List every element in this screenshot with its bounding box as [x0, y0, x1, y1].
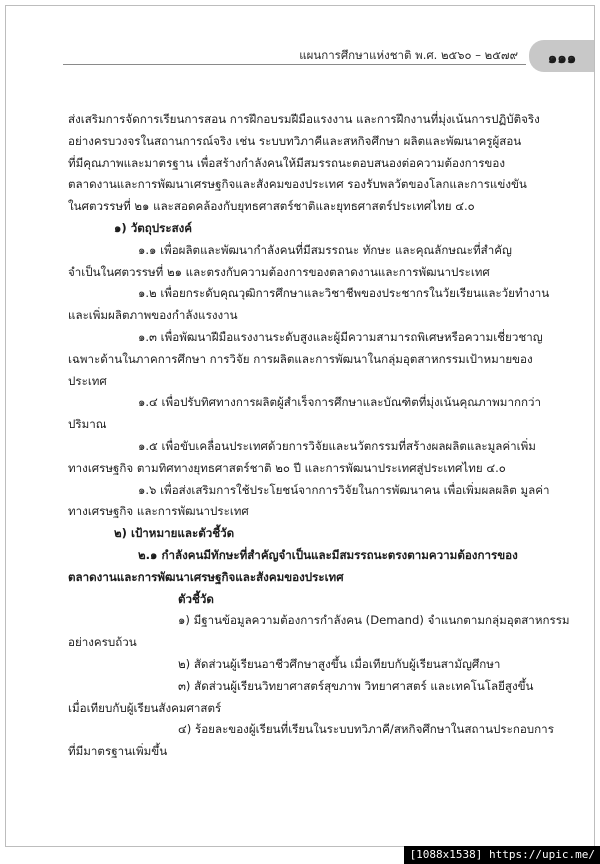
objective-line: ทางเศรษฐกิจ และการพัฒนาประเทศ — [68, 504, 249, 519]
section-heading-targets: ๒) เป้าหมายและตัวชี้วัด — [114, 526, 235, 541]
objective-line: ๑.๓ เพื่อพัฒนาฝีมือแรงงานระดับสูงและผู้มีความสามารถพิเศษหรือความเชี่ยวชาญ — [138, 329, 543, 344]
paragraph-line: อย่างครบวงจรในสถานการณ์จริง เช่น ระบบทวิภาคีและสหกิจศึกษา ผลิตและพัฒนาครูผู้สอน — [68, 133, 522, 148]
paragraph-line: ตลาดงานและการพัฒนาเศรษฐกิจและสังคมของประเทศ รองรับพลวัตของโลกและการแข่งขัน — [68, 177, 527, 192]
target-heading-line: ตลาดงานและการพัฒนาเศรษฐกิจและสังคมของประเทศ — [68, 569, 344, 584]
paragraph-line: ในศตวรรษที่ ๒๑ และสอดคล้องกับยุทธศาสตร์ชาติและยุทธศาสตร์ประเทศไทย ๔.๐ — [68, 199, 475, 214]
indicator-line: ๔) ร้อยละของผู้เรียนที่เรียนในระบบทวิภาคี/สหกิจศึกษาในสถานประกอบการ — [178, 722, 554, 737]
page-number: ๑๑๑ — [547, 49, 577, 67]
paragraph-line: ส่งเสริมการจัดการเรียนการสอน การฝึกอบรมฝีมือแรงงาน และการฝึกงานที่มุ่งเน้นการปฏิบัติจริง — [68, 112, 540, 126]
header-rule — [63, 64, 526, 65]
paragraph-line: ที่มีคุณภาพและมาตรฐาน เพื่อสร้างกำลังคนให้มีสมรรถนะตอบสนองต่อความต้องการของ — [68, 155, 505, 170]
objective-line: ๑.๖ เพื่อส่งเสริมการใช้ประโยชน์จากการวิจัยในการพัฒนาคน เพื่อเพิ่มผลผลิต มูลค่า — [138, 482, 550, 497]
indicator-line: ๑) มีฐานข้อมูลความต้องการกำลังคน (Demand) จำแนกตามกลุ่มอุตสาหกรรม — [178, 613, 570, 628]
objective-line: ๑.๒ เพื่อยกระดับคุณวุฒิการศึกษาและวิชาชีพของประชากรในวัยเรียนและวัยทำงาน — [138, 286, 550, 301]
indicator-line: ๒) สัดส่วนผู้เรียนอาชีวศึกษาสูงขึ้น เมื่อเทียบกับผู้เรียนสามัญศึกษา — [178, 656, 501, 671]
objective-line: ประเทศ — [68, 373, 107, 388]
objective-line: ๑.๑ เพื่อผลิตและพัฒนากำลังคนที่มีสมรรถนะ ทักษะ และคุณลักษณะที่สำคัญ — [138, 242, 512, 257]
objective-line: และเพิ่มผลิตภาพของกำลังแรงงาน — [68, 308, 238, 323]
page-number-tab — [529, 40, 595, 72]
target-heading-line: ๒.๑ กำลังคนมีทักษะที่สำคัญจำเป็นและมีสมรรถนะตรงตามความต้องการของ — [138, 547, 518, 562]
indicators-heading: ตัวชี้วัด — [178, 591, 214, 606]
objective-line: จำเป็นในศตวรรษที่ ๒๑ และตรงกับความต้องการของตลาดงานและการพัฒนาประเทศ — [68, 264, 490, 279]
indicator-line: เมื่อเทียบกับผู้เรียนสังคมศาสตร์ — [68, 700, 222, 715]
image-size-watermark: [1088x1538] https://upic.me/ — [404, 846, 600, 864]
indicator-line: ที่มีมาตรฐานเพิ่มขึ้น — [68, 744, 168, 759]
objective-line: ปริมาณ — [68, 417, 107, 432]
objective-line: ๑.๔ เพื่อปรับทิศทางการผลิตผู้สำเร็จการศึกษาและบัณฑิตที่มุ่งเน้นคุณภาพมากกว่า — [138, 395, 542, 410]
indicator-line: อย่างครบถ้วน — [68, 635, 137, 650]
section-heading-objectives: ๑) วัตถุประสงค์ — [114, 220, 193, 235]
objective-line: ทางเศรษฐกิจ ตามทิศทางยุทธศาสตร์ชาติ ๒๐ ปี และการพัฒนาประเทศสู่ประเทศไทย ๔.๐ — [68, 460, 506, 475]
page-body — [68, 109, 570, 763]
objective-line: ๑.๕ เพื่อขับเคลื่อนประเทศด้วยการวิจัยและนวัตกรรมที่สร้างผลผลิตและมูลค่าเพิ่ม — [138, 438, 536, 453]
objective-line: เฉพาะด้านในภาคการศึกษา การวิจัย การผลิตและการพัฒนาในกลุ่มอุตสาหกรรมเป้าหมายของ — [68, 351, 533, 366]
indicator-line: ๓) สัดส่วนผู้เรียนวิทยาศาสตร์สุขภาพ วิทยาศาสตร์ และเทคโนโลยีสูงขึ้น — [178, 678, 534, 693]
running-header-title: แผนการศึกษาแห่งชาติ พ.ศ. ๒๕๖๐ – ๒๕๗๙ — [299, 48, 518, 62]
document-page — [5, 5, 595, 847]
